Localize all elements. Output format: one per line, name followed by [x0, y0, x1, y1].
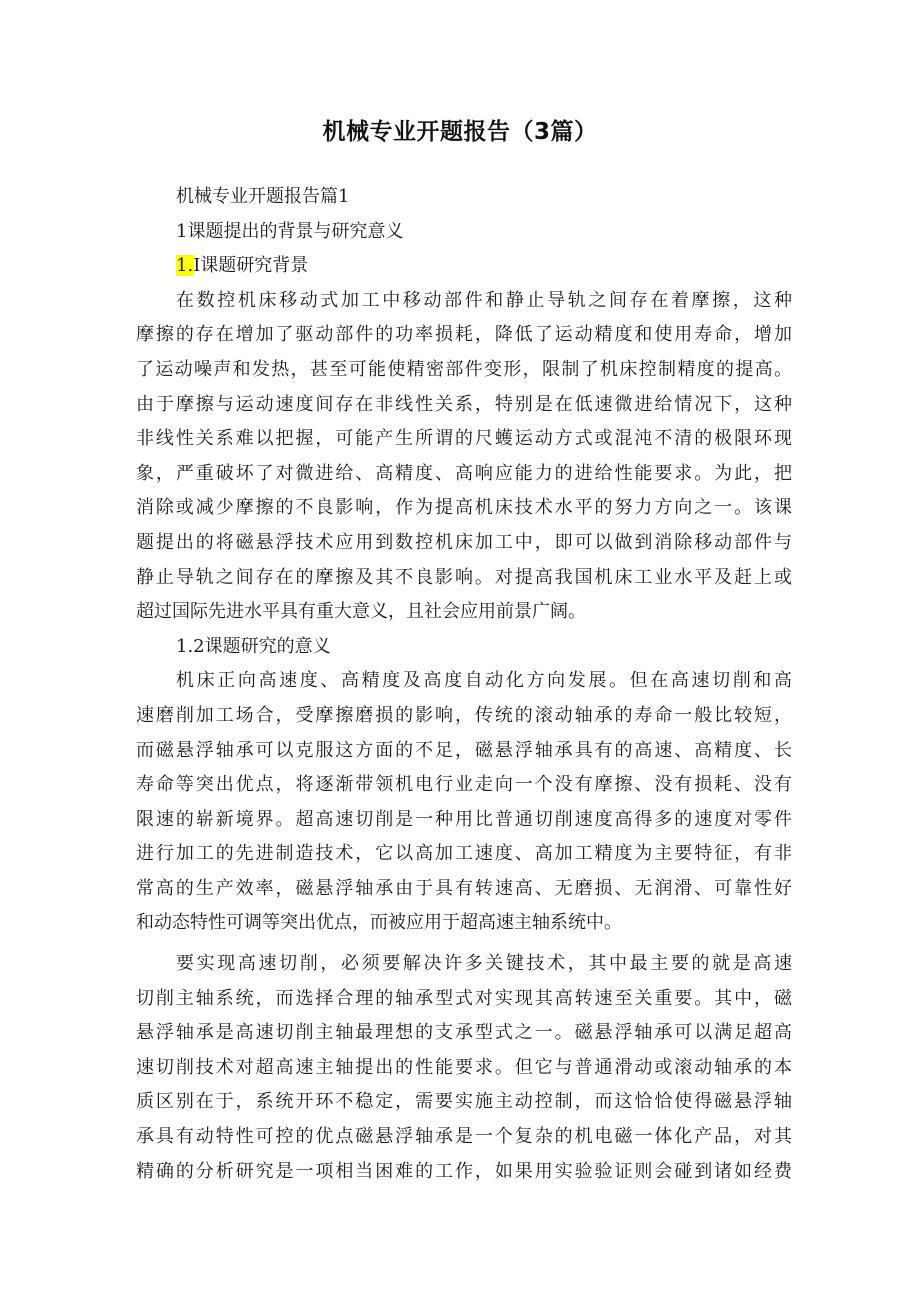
paragraph-line: 非线性关系难以把握，可能产生所谓的尺蠖运动方式或混沌不清的极限环现: [136, 428, 792, 450]
paragraph-line: 寿命等突出优点，将逐渐带领机电行业走向一个没有摩擦、没有损耗、没有: [136, 774, 792, 796]
paragraph-line: 和动态特性可调等突出优点，而被应用于超高速主轴系统中。: [136, 912, 622, 934]
heading-1-2: 1.2课题研究的意义: [176, 635, 331, 657]
paragraph-line: 静止导轨之间存在的摩擦及其不良影响。对提高我国机床工业水平及赶上或: [136, 566, 792, 588]
paragraph-line: 摩擦的存在增加了驱动部件的功率损耗，降低了运动精度和使用寿命，增加: [136, 324, 792, 346]
paragraph-line: 承具有动特性可控的优点磁悬浮轴承是一个复杂的机电磁一体化产品，对其: [136, 1126, 792, 1148]
paragraph-line: 速磨削加工场合，受摩擦磨损的影响，传统的滚动轴承的寿命一般比较短，: [136, 704, 792, 726]
paragraph-line: 限速的崭新境界。超高速切削是一种用比普通切削速度高得多的速度对零件: [136, 808, 792, 830]
paragraph-line: 题提出的将磁悬浮技术应用到数控机床加工中，即可以做到消除移动部件与: [136, 531, 792, 553]
paragraph-line: 悬浮轴承是高速切削主轴最理想的支承型式之一。磁悬浮轴承可以满足超高: [136, 1022, 792, 1044]
paragraph-background: [136, 284, 792, 630]
heading-1-1-text: I课题研究背景: [193, 255, 309, 277]
paragraph-significance: [136, 664, 792, 941]
paragraph-line: 而磁悬浮轴承可以克服这方面的不足，磁悬浮轴承具有的高速、高精度、长: [136, 739, 792, 761]
paragraph-spindle: [136, 947, 792, 1189]
subtitle: 机械专业开题报告篇1: [176, 186, 350, 207]
paragraph-line: 由于摩擦与运动速度间存在非线性关系，特别是在低速微进给情况下，这种: [136, 393, 792, 415]
paragraph-line: 速切削技术对超高速主轴提出的性能要求。但它与普通滑动或滚动轴承的本: [136, 1056, 792, 1078]
paragraph-line: 要实现高速切削，必须要解决许多关键技术，其中最主要的就是高速: [176, 953, 792, 975]
paragraph-line: 机床正向高速度、高精度及高度自动化方向发展。但在高速切削和高: [176, 670, 792, 692]
paragraph-line: 超过国际先进水平具有重大意义，且社会应用前景广阔。: [136, 601, 586, 623]
paragraph-line: 进行加工的先进制造技术，它以高加工速度、高加工精度为主要特征，有非: [136, 843, 792, 865]
paragraph-line: 常高的生产效率，磁悬浮轴承由于具有转速高、无磨损、无润滑、可靠性好: [136, 877, 792, 899]
document-body: [136, 180, 792, 1189]
paragraph-line: 切削主轴系统，而选择合理的轴承型式对实现其高转速至关重要。其中，磁: [136, 987, 792, 1009]
paragraph-line: 了运动噪声和发热，甚至可能使精密部件变形，限制了机床控制精度的提高。: [136, 358, 792, 380]
heading-1-1: [136, 249, 792, 284]
heading-1: 1课题提出的背景与研究意义: [176, 220, 404, 242]
paragraph-line: 象，严重破坏了对微进给、高精度、高响应能力的进给性能要求。为此，把: [136, 462, 792, 484]
paragraph-line: 在数控机床移动式加工中移动部件和静止导轨之间存在着摩擦，这种: [176, 289, 792, 311]
document-title: 机械专业开题报告（3篇）: [322, 119, 598, 145]
paragraph-line: 精确的分析研究是一项相当困难的工作，如果用实验验证则会碰到诸如经费: [136, 1160, 792, 1182]
highlighted-section-number: 1.: [176, 255, 194, 277]
paragraph-line: 质区别在于，系统开环不稳定，需要实施主动控制，而这恰恰使得磁悬浮轴: [136, 1091, 792, 1113]
paragraph-line: 消除或减少摩擦的不良影响，作为提高机床技术水平的努力方向之一。该课: [136, 497, 792, 519]
